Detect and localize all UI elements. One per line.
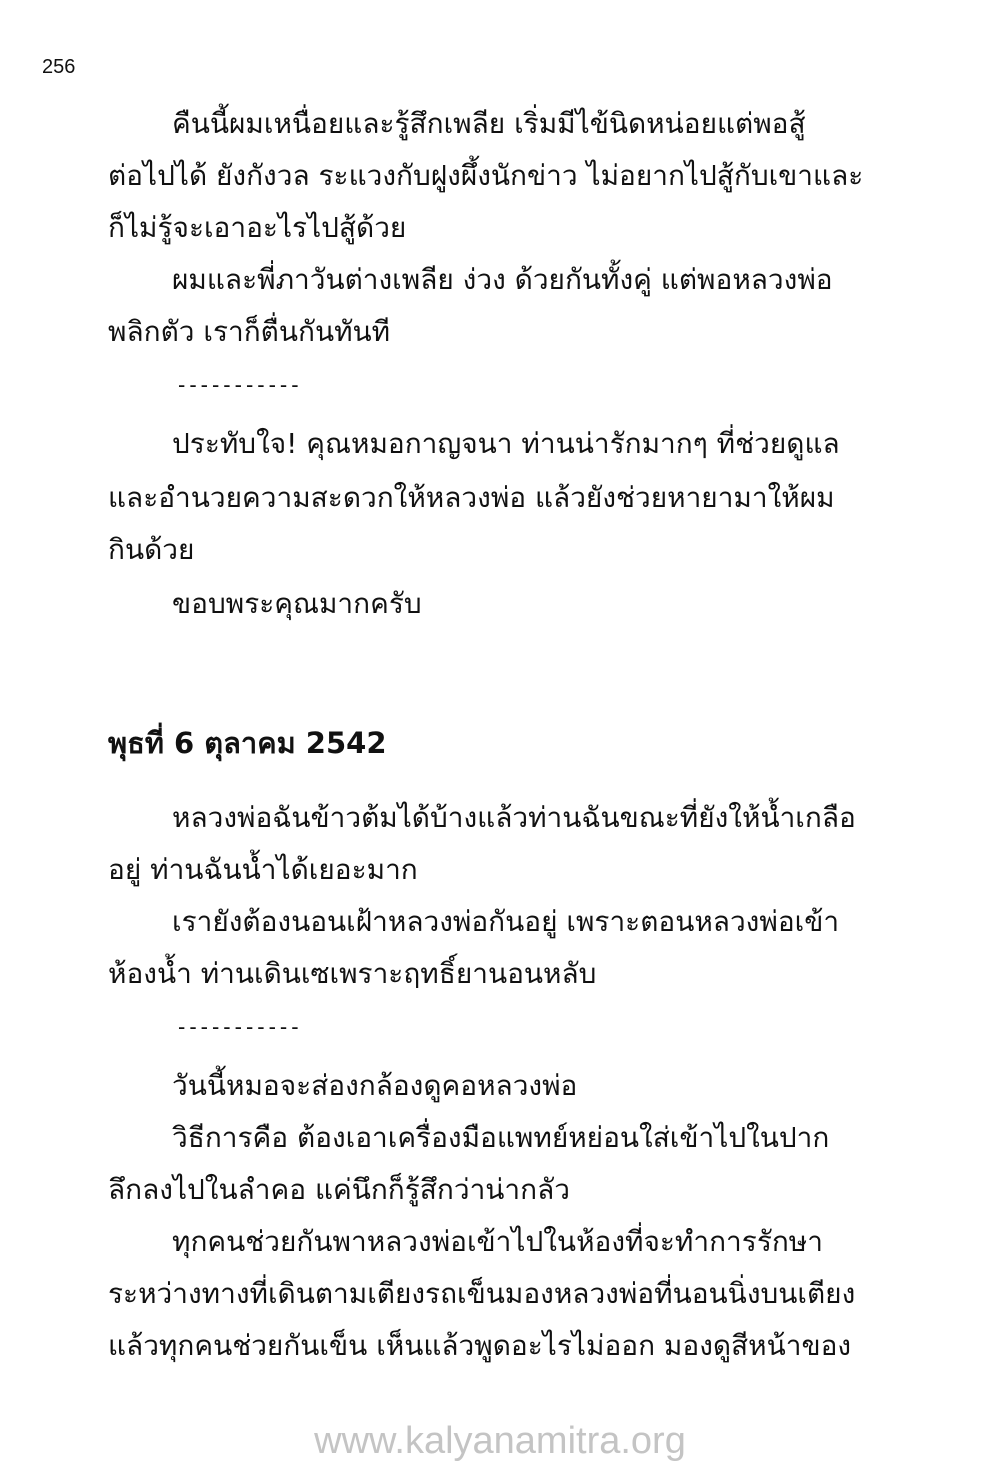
body-text-line: ประทับใจ! คุณหมอกาญจนา ท่านน่ารักมากๆ ที่ช่วยดูแล	[172, 427, 840, 460]
website-watermark: www.kalyanamitra.org	[314, 1420, 686, 1462]
body-text-line: หลวงพ่อฉันข้าวต้มได้บ้างแล้วท่านฉันขณะที่ยังให้น้ำเกลือ	[172, 801, 856, 834]
body-text-line: และอำนวยความสะดวกให้หลวงพ่อ แล้วยังช่วยหายามาให้ผม	[108, 481, 835, 514]
body-text-line: ผมและพี่ภาวันต่างเพลีย ง่วง ด้วยกันทั้งคู่ แต่พอหลวงพ่อ	[172, 263, 833, 296]
body-text-line: อยู่ ท่านฉันน้ำได้เยอะมาก	[108, 853, 418, 886]
date-heading: พุธที่ 6 ตุลาคม 2542	[108, 726, 387, 760]
section-separator: -----------	[178, 1014, 303, 1039]
body-text-line: ทุกคนช่วยกันพาหลวงพ่อเข้าไปในห้องที่จะทำการรักษา	[172, 1225, 823, 1258]
body-text-line: ต่อไปได้ ยังกังวล ระแวงกับฝูงผึ้งนักข่าว ไม่อยากไปสู้กับเขาและ	[108, 159, 864, 192]
body-text-line: คืนนี้ผมเหนื่อยและรู้สึกเพลีย เริ่มมีไข้นิดหน่อยแต่พอสู้	[172, 107, 806, 140]
body-text-line: เรายังต้องนอนเฝ้าหลวงพ่อกันอยู่ เพราะตอนหลวงพ่อเข้า	[172, 905, 840, 938]
page-number: 256	[42, 56, 76, 78]
body-text-line: ระหว่างทางที่เดินตามเตียงรถเข็นมองหลวงพ่อที่นอนนิ่งบนเตียง	[108, 1277, 856, 1310]
body-text-line: วันนี้หมอจะส่องกล้องดูคอหลวงพ่อ	[172, 1069, 578, 1102]
body-text-line: ขอบพระคุณมากครับ	[172, 587, 422, 620]
body-text-line: แล้วทุกคนช่วยกันเข็น เห็นแล้วพูดอะไรไม่ออก มองดูสีหน้าของ	[108, 1329, 852, 1362]
body-text-line: พลิกตัว เราก็ตื่นกันทันที	[108, 315, 391, 348]
body-text-line: กินด้วย	[108, 533, 195, 566]
body-text-line: ลึกลงไปในลำคอ แค่นึกก็รู้สึกว่าน่ากลัว	[108, 1173, 570, 1206]
body-text-line: ก็ไม่รู้จะเอาอะไรไปสู้ด้วย	[108, 211, 407, 244]
body-text-line: ห้องน้ำ ท่านเดินเซเพราะฤทธิ์ยานอนหลับ	[108, 957, 597, 990]
body-text-line: วิธีการคือ ต้องเอาเครื่องมือแพทย์หย่อนใส่เข้าไปในปาก	[172, 1121, 830, 1154]
section-separator: -----------	[178, 372, 303, 397]
